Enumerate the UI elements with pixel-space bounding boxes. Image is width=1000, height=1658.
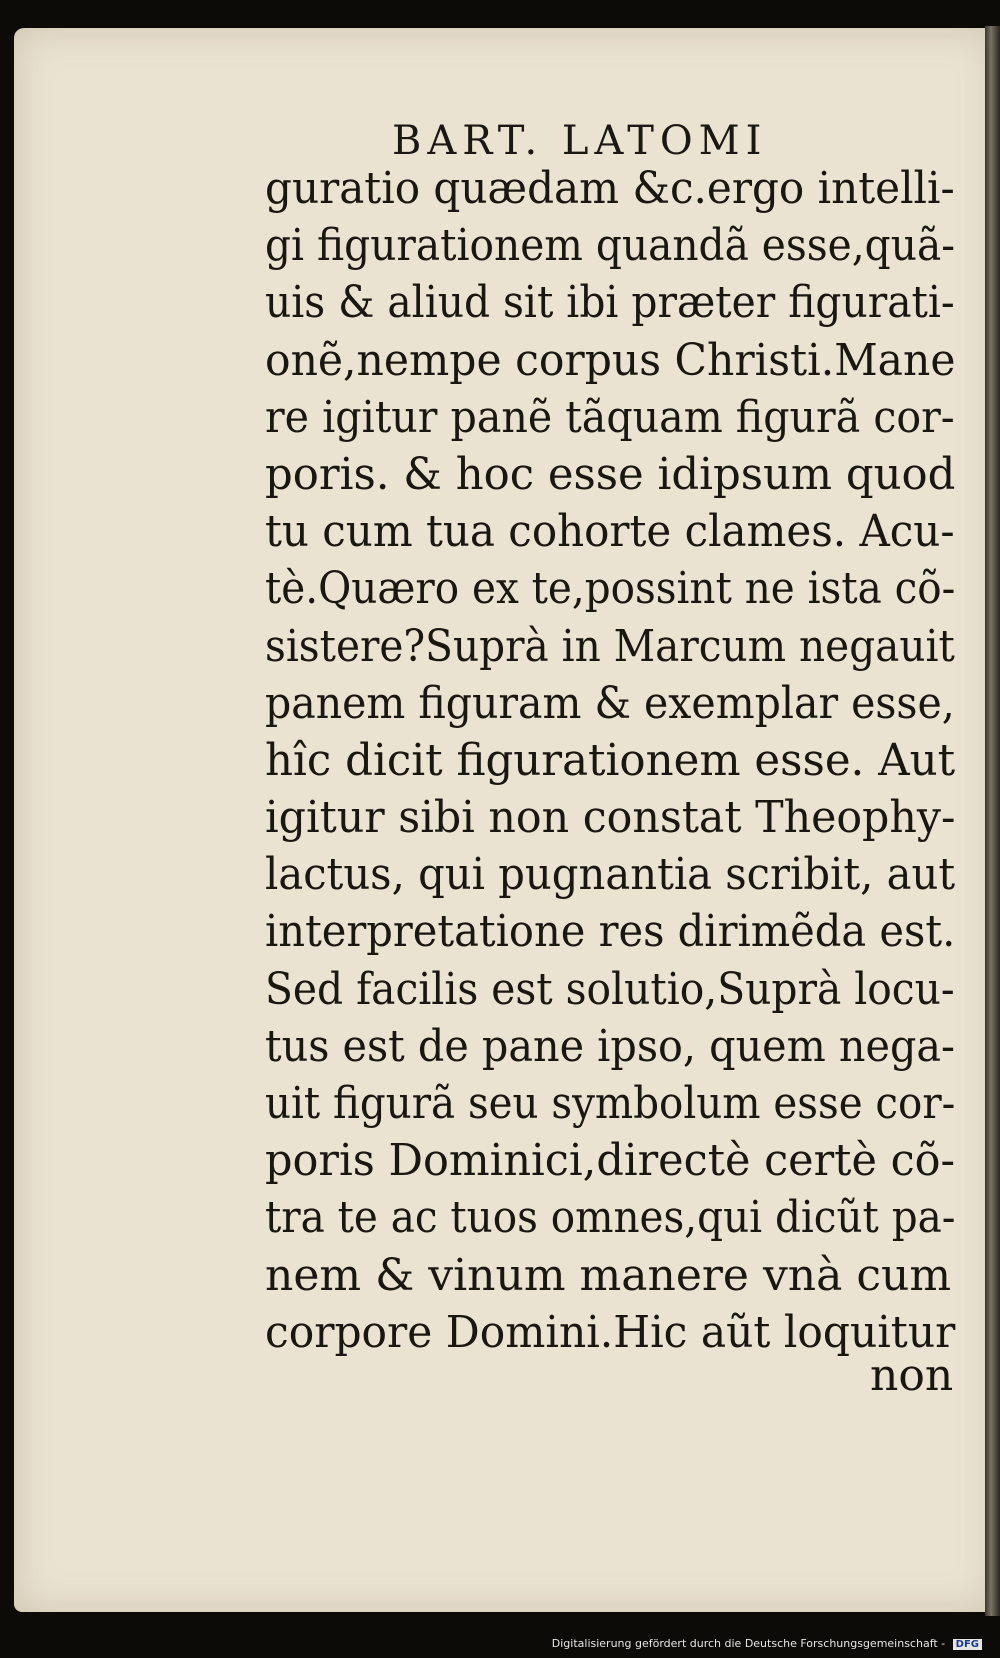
text-line: poris. & hoc esse idipsum quod bbox=[265, 448, 956, 500]
footer-credit-text: Digitalisierung gefördert durch die Deutsche Forschungsgemeinschaft - bbox=[551, 1637, 946, 1650]
text-line: tè.Quæro ex te,possint ne ista cõ- bbox=[265, 563, 956, 615]
footer-bar bbox=[0, 1628, 1000, 1658]
text-line: nem & vinum manere vnà cum bbox=[265, 1249, 952, 1301]
text-line: onẽ,nempe corpus Christi.Mane bbox=[265, 334, 956, 386]
text-line: hîc dicit figurationem esse. Aut bbox=[265, 734, 956, 786]
text-line: corpore Domini.Hic aũt loquitur bbox=[265, 1306, 956, 1358]
dfg-logo: DFG bbox=[953, 1639, 982, 1650]
footer-credit bbox=[552, 1637, 982, 1650]
catchword: non bbox=[870, 1350, 954, 1401]
text-line: tu cum tua cohorte clames. Acu- bbox=[265, 506, 955, 558]
text-line: tus est de pane ipso, quem nega- bbox=[265, 1020, 956, 1072]
text-line: uit figurã seu symbolum esse cor- bbox=[265, 1078, 956, 1129]
text-line: uis & aliud sit ibi præter figurati- bbox=[265, 277, 955, 329]
running-head: BART. LATOMI bbox=[392, 118, 768, 164]
text-line: panem figuram & exemplar esse, bbox=[265, 677, 955, 729]
page-edge bbox=[985, 26, 1000, 1616]
body-text bbox=[265, 160, 955, 1361]
text-line: gi figurationem quandã esse,quã- bbox=[265, 220, 955, 272]
text-line: re igitur panẽ tãquam figurã cor- bbox=[265, 391, 955, 443]
text-line: lactus, qui pugnantia scribit, aut bbox=[265, 849, 956, 901]
text-line: guratio quædam &c.ergo intelli- bbox=[265, 163, 955, 214]
text-line: igitur sibi non constat Theophy- bbox=[265, 792, 956, 844]
text-line: Sed facilis est solutio,Suprà locu- bbox=[265, 963, 955, 1015]
text-line: interpretatione res dirimẽda est. bbox=[265, 906, 956, 958]
text-line: tra te ac tuos omnes,qui dicũt pa- bbox=[265, 1192, 956, 1244]
text-line: sistere?Suprà in Marcum negauit bbox=[265, 620, 955, 672]
text-line: poris Dominici,directè certè cõ- bbox=[265, 1135, 956, 1187]
